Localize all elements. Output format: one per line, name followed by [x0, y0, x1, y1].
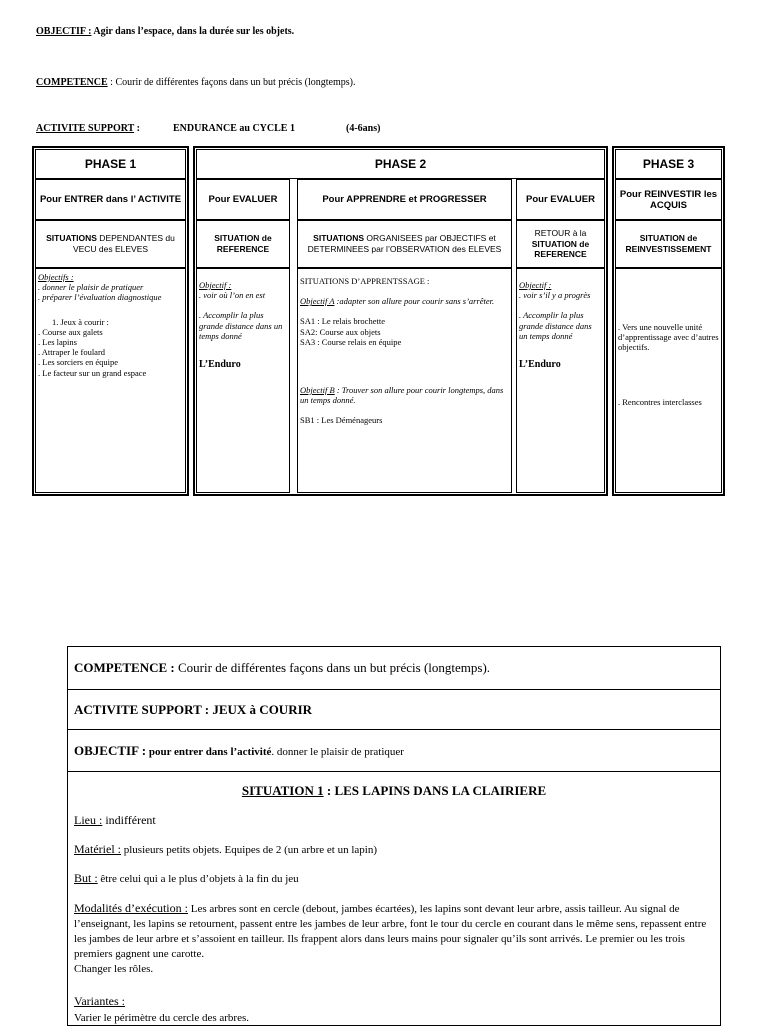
col4-sit-bold: SITUATION de REFERENCE [531, 238, 590, 260]
col1-objectifs-label: Objectifs : [38, 272, 74, 282]
card-objectif-rest: . donner le plaisir de pratiquer [271, 745, 404, 758]
activite-line [36, 123, 381, 134]
competence-label: COMPETENCE [36, 77, 108, 88]
col2-line1: . voir où l’on en est [199, 290, 266, 301]
materiel-text: plusieurs petits objets. Equipes de 2 (un arbre et un lapin) [120, 844, 377, 856]
col3-sit-bold: SITUATIONS [313, 233, 365, 244]
activite-age: (4-6ans) [346, 123, 381, 134]
col4-objectif-label: Objectif : [519, 280, 552, 290]
phase2-title: PHASE 2 [196, 149, 605, 179]
but-label: But : [74, 871, 98, 885]
phase3-title: PHASE 3 [615, 149, 722, 179]
col2-body [196, 268, 290, 493]
situation-card [67, 646, 721, 1026]
col1-item: . Les sorciers en équipe [38, 357, 119, 368]
col1-subheader: Pour ENTRER dans l’ ACTIVITE [35, 179, 186, 220]
activite-colon: : [134, 123, 140, 134]
col3-sit-rest: ORGANISEES par OBJECTIFS et DETERMINEES par l’OBSERVATION des ELEVES [307, 233, 502, 254]
col3-objA-label: Objectif A [300, 296, 335, 307]
col3-objB-label: Objectif B [300, 384, 335, 395]
col4-line1: . voir s’il y a progrès [519, 290, 591, 301]
col2-line2: . Accomplir la plus grande distance dans un temps donné [199, 310, 283, 341]
col4-body [516, 268, 605, 493]
col2-situation-type: SITUATION de REFERENCE [196, 220, 290, 268]
card-objectif-label: OBJECTIF : [74, 742, 147, 758]
col5-line2: . Rencontres interclasses [618, 396, 702, 407]
col1-obj-line1: . donner le plaisir de pratiquer [38, 282, 144, 293]
col3-objB-text: : Trouver son allure pour courir longtemps, dans un temps donné. [300, 384, 504, 406]
situation-label: SITUATION 1 [241, 783, 324, 798]
col5-subheader: Pour REINVESTIR les ACQUIS [615, 179, 722, 220]
col4-enduro: L’Enduro [519, 358, 561, 370]
col1-item: . Course aux galets [38, 326, 103, 337]
col5-body [615, 268, 722, 493]
col3-sa-item: SA1 : Le relais brochette [300, 316, 385, 327]
objectif-text: Agir dans l’espace, dans la durée sur les objets. [93, 26, 295, 37]
col3-subheader: Pour APPRENDRE et PROGRESSER [297, 179, 512, 220]
col1-obj-line2: . préparer l’évaluation diagnostique [38, 292, 162, 303]
card-competence-label: COMPETENCE : [74, 660, 175, 675]
variantes-text: Varier le périmètre du cercle des arbres. [74, 1012, 249, 1024]
but-line [74, 871, 714, 887]
phase1-title: PHASE 1 [35, 149, 186, 179]
competence-line [36, 77, 355, 88]
col1-item: . Le facteur sur un grand espace [38, 367, 147, 378]
col5-situation-type: SITUATION de REINVESTISSEMENT [615, 220, 722, 268]
col1-item: . Les lapins [38, 336, 77, 347]
situation-rest: : LES LAPINS DANS LA CLAIRIERE [323, 783, 547, 798]
col3-objA-text: :adapter son allure pour courir sans s’arrêter. [334, 296, 495, 307]
col2-subheader: Pour EVALUER [196, 179, 290, 220]
col3-situation-type [297, 220, 512, 268]
modalites-text: Les arbres sont en cercle (debout, jambes écartées), les lapins sont devant leur arbre, assis tailleur. Au signal de l’enseignant, les lapins se retournent, passent entre les jambes de leur arbre, font le tour du cercle en courant dans le même sens, repassent entre les jambes de leur arbre et s’assoient en tailleur. Ils frappent alors dans leurs mains pour signaler qu’ils sont arrivés. Le premier ou les trois premiers gagnent une carotte. [74, 903, 707, 960]
situation-title [68, 783, 720, 799]
activite-text: ENDURANCE au CYCLE 1 [173, 123, 295, 134]
competence-text: : Courir de différentes façons dans un but précis (longtemps). [107, 77, 356, 88]
modalites-paragraph [74, 901, 714, 977]
col3-sa-item: SA3 : Course relais en équipe [300, 336, 402, 347]
materiel-label: Matériel : [74, 842, 121, 856]
card-objectif-bold: pour entrer dans l’activité [146, 745, 272, 758]
activite-label: ACTIVITE SUPPORT [36, 123, 135, 134]
card-competence-row [68, 647, 720, 690]
col3-body [297, 268, 512, 493]
col4-sit-pre: RETOUR à la [534, 228, 587, 239]
but-text: être celui qui a le plus d’objets à la fin du jeu [97, 873, 299, 885]
card-activite-row: ACTIVITE SUPPORT : JEUX à COURIR [68, 690, 720, 730]
col1-sit-rest: DEPENDANTES du VECU des ELEVES [72, 233, 175, 254]
modalites-label: Modalités d’exécution : [74, 901, 188, 915]
col4-subheader: Pour EVALUER [516, 179, 605, 220]
col2-enduro: L’Enduro [199, 358, 241, 370]
lieu-label: Lieu : [74, 813, 103, 827]
variantes-label [74, 994, 714, 1009]
objectif-label: OBJECTIF : [36, 26, 92, 37]
variantes-label-text: Variantes : [74, 994, 125, 1008]
col1-item: . Attraper le foulard [38, 347, 106, 358]
materiel-line [74, 842, 714, 858]
lieu-text: indifférent [102, 813, 156, 827]
col5-line1: . Vers une nouvelle unité d’apprentissage avec d’autres objectifs. [618, 322, 719, 353]
col3-title: SITUATIONS D’APPRENTSSAGE : [300, 276, 430, 286]
col3-sa-item: SA2: Course aux objets [300, 326, 381, 337]
col4-line2: . Accomplir la plus grande distance dans un temps donné [519, 310, 592, 341]
col4-situation-type [516, 220, 605, 268]
col1-sit-bold: SITUATIONS [46, 233, 97, 244]
objectif-line [36, 26, 294, 37]
modalites-last: Changer les rôles. [74, 963, 154, 975]
lieu-line [74, 813, 714, 828]
col2-objectif-label: Objectif : [199, 280, 232, 290]
card-competence-text: Courir de différentes façons dans un but précis (longtemps). [174, 660, 491, 675]
col1-situation-type [35, 220, 186, 268]
col1-jeux-heading: 1. Jeux à courir : [52, 316, 109, 327]
col1-body [35, 268, 186, 493]
col3-sb-item: SB1 : Les Déménageurs [300, 415, 383, 426]
card-objectif-row [68, 730, 720, 772]
